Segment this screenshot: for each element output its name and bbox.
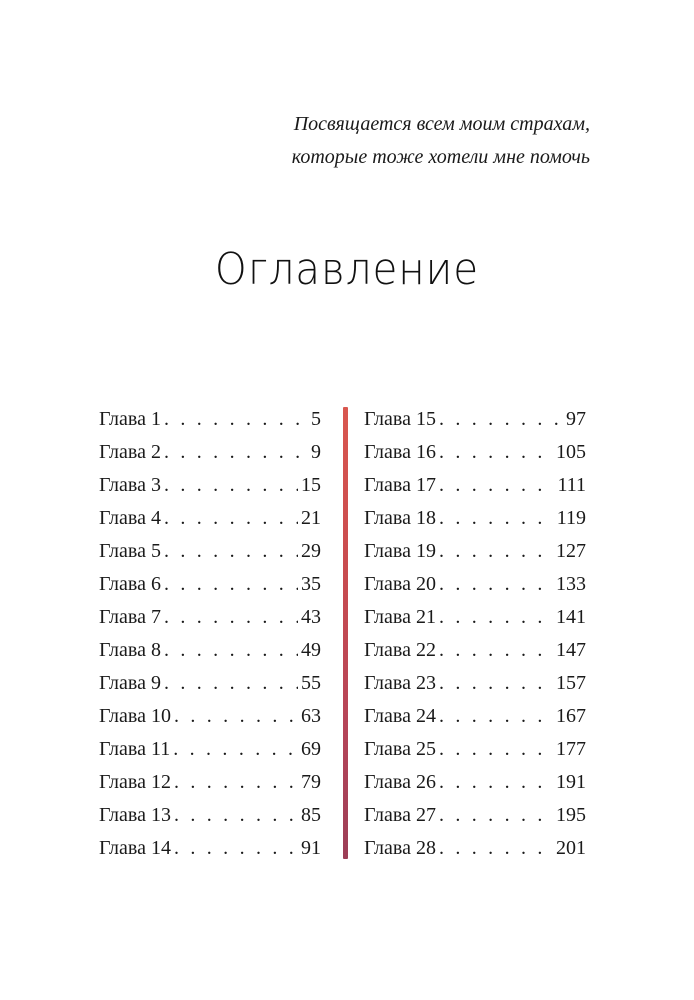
toc-entry-label: Глава 22 bbox=[364, 639, 436, 661]
toc-entry-label: Глава 10 bbox=[99, 705, 171, 727]
toc-entry-page: 133 bbox=[556, 573, 586, 595]
toc-entry-page: 105 bbox=[556, 441, 586, 463]
toc-entry-page: 147 bbox=[556, 639, 586, 661]
toc-entry-page: 195 bbox=[556, 804, 586, 826]
toc-entry-page: 5 bbox=[311, 408, 321, 430]
toc-entry-label: Глава 18 bbox=[364, 507, 436, 529]
toc-entry[interactable] bbox=[99, 700, 321, 733]
toc-entry[interactable] bbox=[99, 799, 321, 832]
toc-entry[interactable] bbox=[99, 403, 321, 436]
toc-entry[interactable] bbox=[364, 436, 586, 469]
dedication bbox=[292, 108, 590, 174]
toc-entry-leader bbox=[439, 502, 554, 535]
toc-entry-leader bbox=[439, 799, 553, 832]
toc-entry[interactable] bbox=[99, 766, 321, 799]
toc-entry[interactable] bbox=[99, 832, 321, 865]
toc-entry[interactable] bbox=[99, 436, 321, 469]
toc-entry-page: 167 bbox=[556, 705, 586, 727]
toc-entry-page: 9 bbox=[311, 441, 321, 463]
toc-entry[interactable] bbox=[99, 568, 321, 601]
toc-entry[interactable] bbox=[364, 832, 586, 865]
toc-entry[interactable] bbox=[364, 766, 586, 799]
toc-entry-leader bbox=[174, 700, 298, 733]
toc-entry-page: 201 bbox=[556, 837, 586, 859]
toc-entry-label: Глава 27 bbox=[364, 804, 436, 826]
toc-entry-leader bbox=[439, 469, 555, 502]
toc-entry-page: 97 bbox=[566, 408, 586, 430]
toc-entry-leader bbox=[174, 832, 298, 865]
toc-entry-page: 55 bbox=[301, 672, 321, 694]
toc-entry-leader bbox=[174, 766, 298, 799]
toc-entry-leader bbox=[439, 403, 563, 436]
toc-entry-leader bbox=[439, 733, 553, 766]
toc-entry-page: 85 bbox=[301, 804, 321, 826]
toc-entry-leader bbox=[174, 799, 298, 832]
toc-entry-leader bbox=[439, 832, 553, 865]
toc-entry-page: 15 bbox=[301, 474, 321, 496]
toc-entry[interactable] bbox=[99, 601, 321, 634]
toc-entry-page: 21 bbox=[301, 507, 321, 529]
toc-entry[interactable] bbox=[364, 469, 586, 502]
toc-entry[interactable] bbox=[364, 634, 586, 667]
toc-entry-label: Глава 21 bbox=[364, 606, 436, 628]
toc-entry-leader bbox=[164, 502, 298, 535]
toc-entry-leader bbox=[164, 601, 298, 634]
toc-entry-page: 119 bbox=[556, 507, 586, 529]
toc-title: Оглавление bbox=[214, 244, 480, 295]
toc-column-left bbox=[99, 403, 321, 865]
toc-entry-leader bbox=[164, 535, 298, 568]
toc-entry-page: 79 bbox=[301, 771, 321, 793]
toc-entry[interactable] bbox=[364, 799, 586, 832]
toc-entry-leader bbox=[439, 535, 553, 568]
toc-entry[interactable] bbox=[364, 568, 586, 601]
toc-entry[interactable] bbox=[364, 403, 586, 436]
toc-entry-page: 69 bbox=[301, 738, 321, 760]
toc-entry-page: 111 bbox=[557, 474, 586, 496]
toc-entry-label: Глава 6 bbox=[99, 573, 161, 595]
toc-entry-label: Глава 11 bbox=[99, 738, 171, 760]
toc-entry-page: 157 bbox=[556, 672, 586, 694]
toc-entry-leader bbox=[164, 469, 298, 502]
toc-entry-label: Глава 28 bbox=[364, 837, 436, 859]
toc-entry-leader bbox=[439, 601, 553, 634]
toc-entry-page: 35 bbox=[301, 573, 321, 595]
toc-entry-label: Глава 3 bbox=[99, 474, 161, 496]
toc-entry-leader bbox=[439, 568, 553, 601]
toc-entry-page: 63 bbox=[301, 705, 321, 727]
toc-entry-label: Глава 23 bbox=[364, 672, 436, 694]
toc-entry-page: 191 bbox=[556, 771, 586, 793]
toc-entry-label: Глава 7 bbox=[99, 606, 161, 628]
toc-entry[interactable] bbox=[99, 667, 321, 700]
toc-entry-leader bbox=[439, 700, 553, 733]
toc-entry-leader bbox=[439, 667, 553, 700]
toc-entry-page: 177 bbox=[556, 738, 586, 760]
toc-entry-page: 141 bbox=[556, 606, 586, 628]
toc-entry-page: 43 bbox=[301, 606, 321, 628]
toc-entry[interactable] bbox=[364, 733, 586, 766]
toc-entry-leader bbox=[439, 766, 553, 799]
toc-entry-label: Глава 4 bbox=[99, 507, 161, 529]
toc-entry-leader bbox=[164, 568, 298, 601]
toc-entry-label: Глава 13 bbox=[99, 804, 171, 826]
toc-entry-label: Глава 17 bbox=[364, 474, 436, 496]
toc-entry[interactable] bbox=[364, 667, 586, 700]
toc-entry-leader bbox=[439, 436, 553, 469]
toc-entry-leader bbox=[439, 634, 553, 667]
toc-entry[interactable] bbox=[99, 469, 321, 502]
toc-entry-label: Глава 14 bbox=[99, 837, 171, 859]
toc-entry-leader bbox=[173, 733, 298, 766]
toc-entry-label: Глава 24 bbox=[364, 705, 436, 727]
toc-entry[interactable] bbox=[364, 502, 586, 535]
toc-column-right bbox=[364, 403, 586, 865]
dedication-line-2: которые тоже хотели мне помочь bbox=[291, 146, 590, 168]
toc-entry-page: 29 bbox=[301, 540, 321, 562]
toc-entry[interactable] bbox=[364, 601, 586, 634]
toc-entry-label: Глава 25 bbox=[364, 738, 436, 760]
toc-column-divider bbox=[343, 407, 348, 859]
toc-entry-label: Глава 9 bbox=[99, 672, 161, 694]
toc-entry-label: Глава 5 bbox=[99, 540, 161, 562]
toc-entry-page: 49 bbox=[301, 639, 321, 661]
toc-entry-label: Глава 16 bbox=[364, 441, 436, 463]
toc-entry[interactable] bbox=[99, 733, 321, 766]
toc-entry-label: Глава 19 bbox=[364, 540, 436, 562]
toc-entry[interactable] bbox=[99, 502, 321, 535]
toc-entry-label: Глава 15 bbox=[364, 408, 436, 430]
toc-entry[interactable] bbox=[364, 535, 586, 568]
toc-entry[interactable] bbox=[99, 535, 321, 568]
toc-entry-label: Глава 8 bbox=[99, 639, 161, 661]
toc-entry-leader bbox=[164, 436, 308, 469]
toc-entry-label: Глава 26 bbox=[364, 771, 436, 793]
toc-entry[interactable] bbox=[99, 634, 321, 667]
toc-entry-label: Глава 12 bbox=[99, 771, 171, 793]
toc-entry-label: Глава 1 bbox=[99, 408, 161, 430]
toc-entry-page: 91 bbox=[301, 837, 321, 859]
toc-entry[interactable] bbox=[364, 700, 586, 733]
dedication-line-1: Посвящается всем моим страхам, bbox=[293, 113, 590, 135]
toc-entry-page: 127 bbox=[556, 540, 586, 562]
toc-entry-label: Глава 2 bbox=[99, 441, 161, 463]
toc-entry-leader bbox=[164, 634, 298, 667]
toc-entry-label: Глава 20 bbox=[364, 573, 436, 595]
toc-entry-leader bbox=[164, 403, 308, 436]
toc-entry-leader bbox=[164, 667, 298, 700]
